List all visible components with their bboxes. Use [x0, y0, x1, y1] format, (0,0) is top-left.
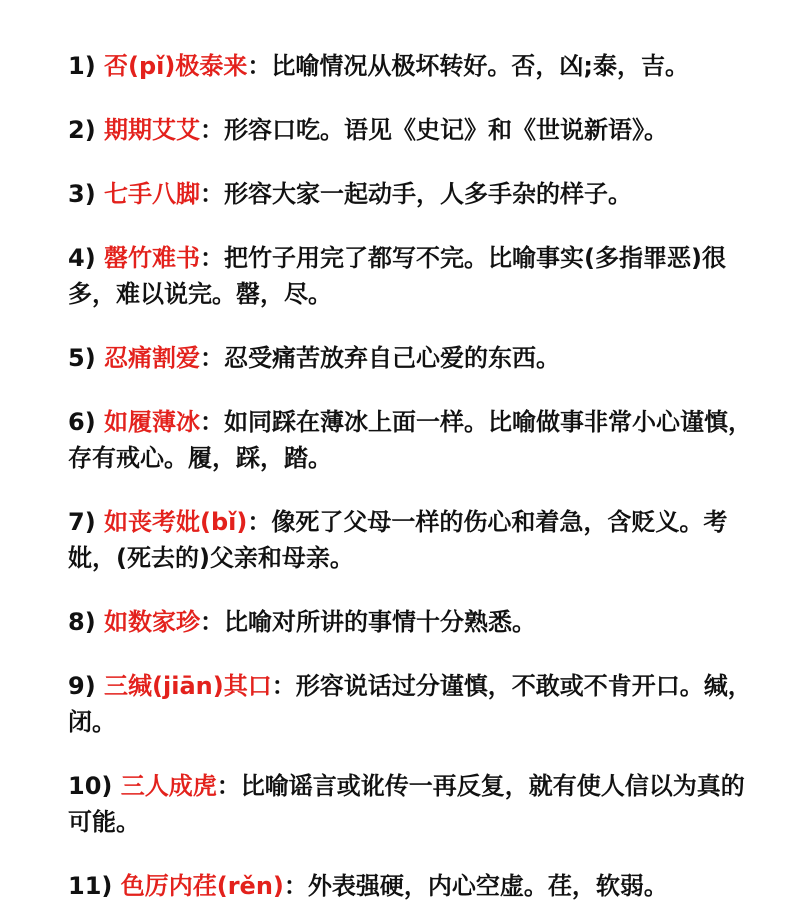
idiom-definition: ：如同踩在薄冰上面一样。比喻做事非常小心谨慎，存有戒心。履，踩，踏。 — [68, 408, 753, 472]
idiom-entry-11 — [68, 868, 760, 904]
idiom-entry-7 — [68, 504, 760, 576]
entry-number: 7) — [68, 508, 105, 536]
entry-number: 9) — [68, 672, 105, 700]
idiom-term: 三人成虎 — [120, 772, 217, 800]
entry-number: 1) — [68, 52, 105, 80]
entry-number: 8) — [68, 608, 105, 636]
entry-number: 11) — [68, 872, 121, 900]
idiom-definition: ：外表强硬，内心空虚。荏，软弱。 — [283, 872, 668, 900]
entry-number: 3) — [68, 180, 105, 208]
entry-number: 5) — [68, 344, 105, 372]
idiom-term: 如履薄冰 — [104, 408, 201, 436]
idiom-entry-2 — [68, 112, 760, 148]
idiom-definition: ：形容说话过分谨慎，不敢或不肯开口。缄，闭。 — [68, 672, 752, 736]
idiom-term: 如数家珍 — [104, 608, 201, 636]
idiom-entry-3 — [68, 176, 760, 212]
idiom-entry-9 — [68, 668, 760, 740]
idiom-term: 三缄(jiān)其口 — [104, 672, 272, 700]
idiom-entry-5 — [68, 340, 760, 376]
idiom-definition: ：比喻谣言或讹传一再反复，就有使人信以为真的可能。 — [68, 772, 745, 836]
idiom-definition: ：把竹子用完了都写不完。比喻事实(多指罪恶)很多，难以说完。罄，尽。 — [68, 244, 726, 308]
entry-number: 6) — [68, 408, 105, 436]
idiom-definition: ：比喻情况从极坏转好。否，凶;泰，吉。 — [247, 52, 689, 80]
entry-number: 10) — [68, 772, 121, 800]
idiom-term: 色厉内荏(rěn) — [120, 872, 284, 900]
idiom-entry-10 — [68, 768, 760, 840]
idiom-entry-8 — [68, 604, 760, 640]
idiom-term: 否(pǐ)极泰来 — [104, 52, 248, 80]
idiom-entry-6 — [68, 404, 760, 476]
idiom-term: 罄竹难书 — [104, 244, 201, 272]
idiom-term: 如丧考妣(bǐ) — [104, 508, 248, 536]
idiom-definition: ：忍受痛苦放弃自己心爱的东西。 — [200, 344, 561, 372]
entry-number: 2) — [68, 116, 105, 144]
idiom-definition: ：比喻对所讲的事情十分熟悉。 — [200, 608, 537, 636]
idiom-entry-1 — [68, 48, 760, 84]
idiom-entry-4 — [68, 240, 760, 312]
idiom-definition: ：像死了父母一样的伤心和着急，含贬义。考妣，(死去的)父亲和母亲。 — [68, 508, 728, 572]
idiom-term: 忍痛割爱 — [104, 344, 201, 372]
idiom-definition: ：形容口吃。语见《史记》和《世说新语》。 — [200, 116, 669, 144]
idiom-term: 期期艾艾 — [104, 116, 201, 144]
idiom-definition: ：形容大家一起动手，人多手杂的样子。 — [200, 180, 633, 208]
entry-number: 4) — [68, 244, 105, 272]
idiom-term: 七手八脚 — [104, 180, 201, 208]
